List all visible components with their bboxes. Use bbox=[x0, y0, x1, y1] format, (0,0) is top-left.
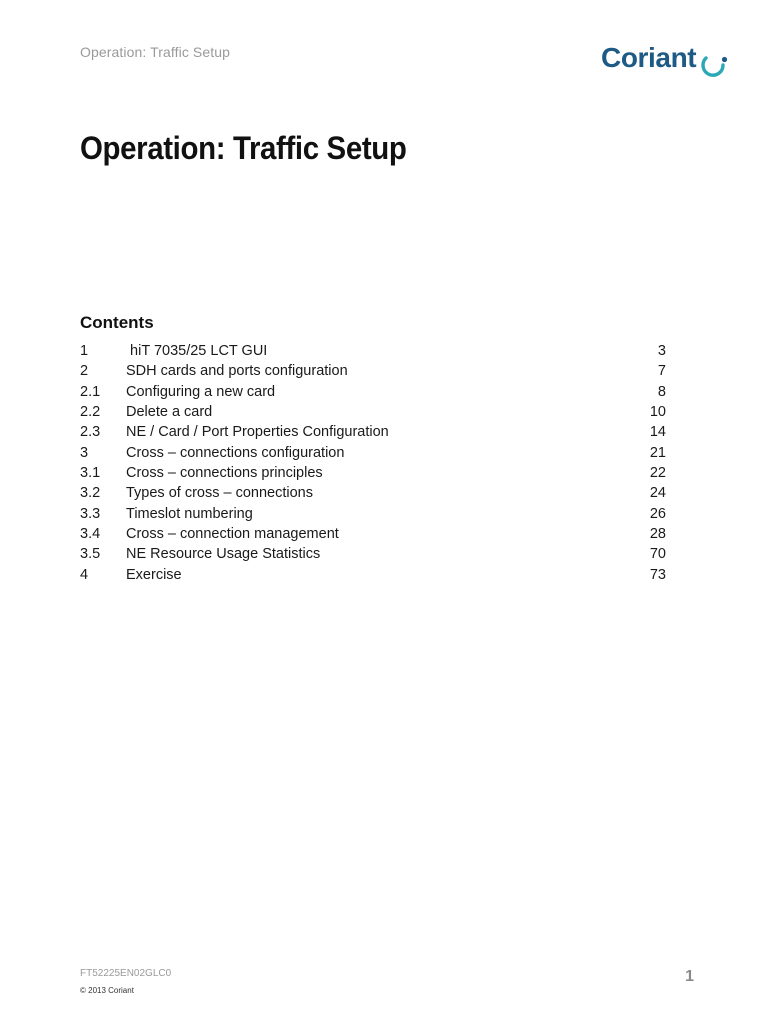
toc-entry[interactable] bbox=[80, 463, 666, 483]
toc-entry-page: 70 bbox=[649, 546, 666, 563]
document-code: FT52225EN02GLC0 bbox=[80, 968, 172, 979]
toc-entry[interactable] bbox=[80, 483, 666, 503]
toc-entry-number: 2 bbox=[80, 363, 89, 380]
toc-entry-title: Timeslot numbering bbox=[126, 505, 253, 522]
toc-entry-title: Delete a card bbox=[126, 404, 213, 421]
toc-entry-number: 3.4 bbox=[80, 526, 101, 543]
contents-heading: Contents bbox=[80, 313, 154, 332]
toc-entry[interactable] bbox=[80, 565, 666, 585]
toc-entry[interactable] bbox=[80, 544, 666, 564]
toc-entry-number: 3.1 bbox=[80, 465, 101, 482]
toc-entry[interactable] bbox=[80, 443, 666, 463]
toc-entry[interactable] bbox=[80, 524, 666, 544]
toc-entry[interactable] bbox=[80, 504, 666, 524]
toc-entry-title: Cross – connection management bbox=[126, 526, 339, 543]
page-number: 1 bbox=[685, 968, 694, 985]
toc-entry-title: NE Resource Usage Statistics bbox=[126, 546, 321, 563]
toc-entry-number: 3.2 bbox=[80, 485, 101, 502]
toc-entry-page: 73 bbox=[649, 566, 666, 583]
toc-entry-title: SDH cards and ports configuration bbox=[126, 363, 348, 380]
toc-entry-title: Cross – connections principles bbox=[126, 465, 323, 482]
page-title: Operation: Traffic Setup bbox=[80, 130, 407, 166]
logo-wordmark: Coriant bbox=[601, 42, 697, 73]
toc-entry-page: 10 bbox=[649, 404, 666, 421]
toc-entry-page: 26 bbox=[649, 505, 666, 522]
toc-entry-number: 3.3 bbox=[80, 505, 101, 522]
toc-entry-page: 14 bbox=[649, 424, 666, 441]
toc-entry-page: 7 bbox=[657, 363, 666, 380]
toc-entry-number: 1 bbox=[80, 343, 89, 359]
toc-entry-number: 2.3 bbox=[80, 424, 101, 441]
toc-entry-title: hiT 7035/25 LCT GUI bbox=[126, 343, 268, 359]
toc-entry-number: 3 bbox=[80, 444, 89, 461]
toc-entry-page: 21 bbox=[649, 444, 666, 461]
toc-entry-page: 22 bbox=[649, 465, 666, 482]
toc-entry-number: 2.1 bbox=[80, 383, 101, 400]
toc-entry-page: 28 bbox=[649, 526, 666, 543]
coriant-logo bbox=[601, 40, 731, 84]
toc-entry-number: 3.5 bbox=[80, 546, 101, 563]
copyright-notice: © 2013 Coriant bbox=[80, 986, 134, 995]
toc-entry-number: 2.2 bbox=[80, 404, 101, 421]
running-header-title: Operation: Traffic Setup bbox=[80, 44, 231, 60]
toc-entry-title: Configuring a new card bbox=[126, 383, 276, 400]
toc-entry-title: Exercise bbox=[126, 566, 182, 583]
toc-entry[interactable] bbox=[80, 402, 666, 422]
toc-entry[interactable] bbox=[80, 422, 666, 442]
toc-entry-page: 8 bbox=[657, 383, 666, 400]
coriant-swirl-icon bbox=[699, 54, 729, 84]
toc-entry-page: 24 bbox=[649, 485, 666, 502]
toc-entry-title: Cross – connections configuration bbox=[126, 444, 345, 461]
toc-entry[interactable] bbox=[80, 361, 666, 381]
toc-entry[interactable] bbox=[80, 382, 666, 402]
toc-entry-page: 3 bbox=[657, 343, 666, 359]
toc-entry-title: Types of cross – connections bbox=[126, 485, 313, 502]
toc-entry[interactable] bbox=[80, 341, 666, 361]
table-of-contents bbox=[80, 341, 666, 585]
toc-entry-title: NE / Card / Port Properties Configuration bbox=[126, 424, 389, 441]
toc-entry-number: 4 bbox=[80, 566, 89, 583]
